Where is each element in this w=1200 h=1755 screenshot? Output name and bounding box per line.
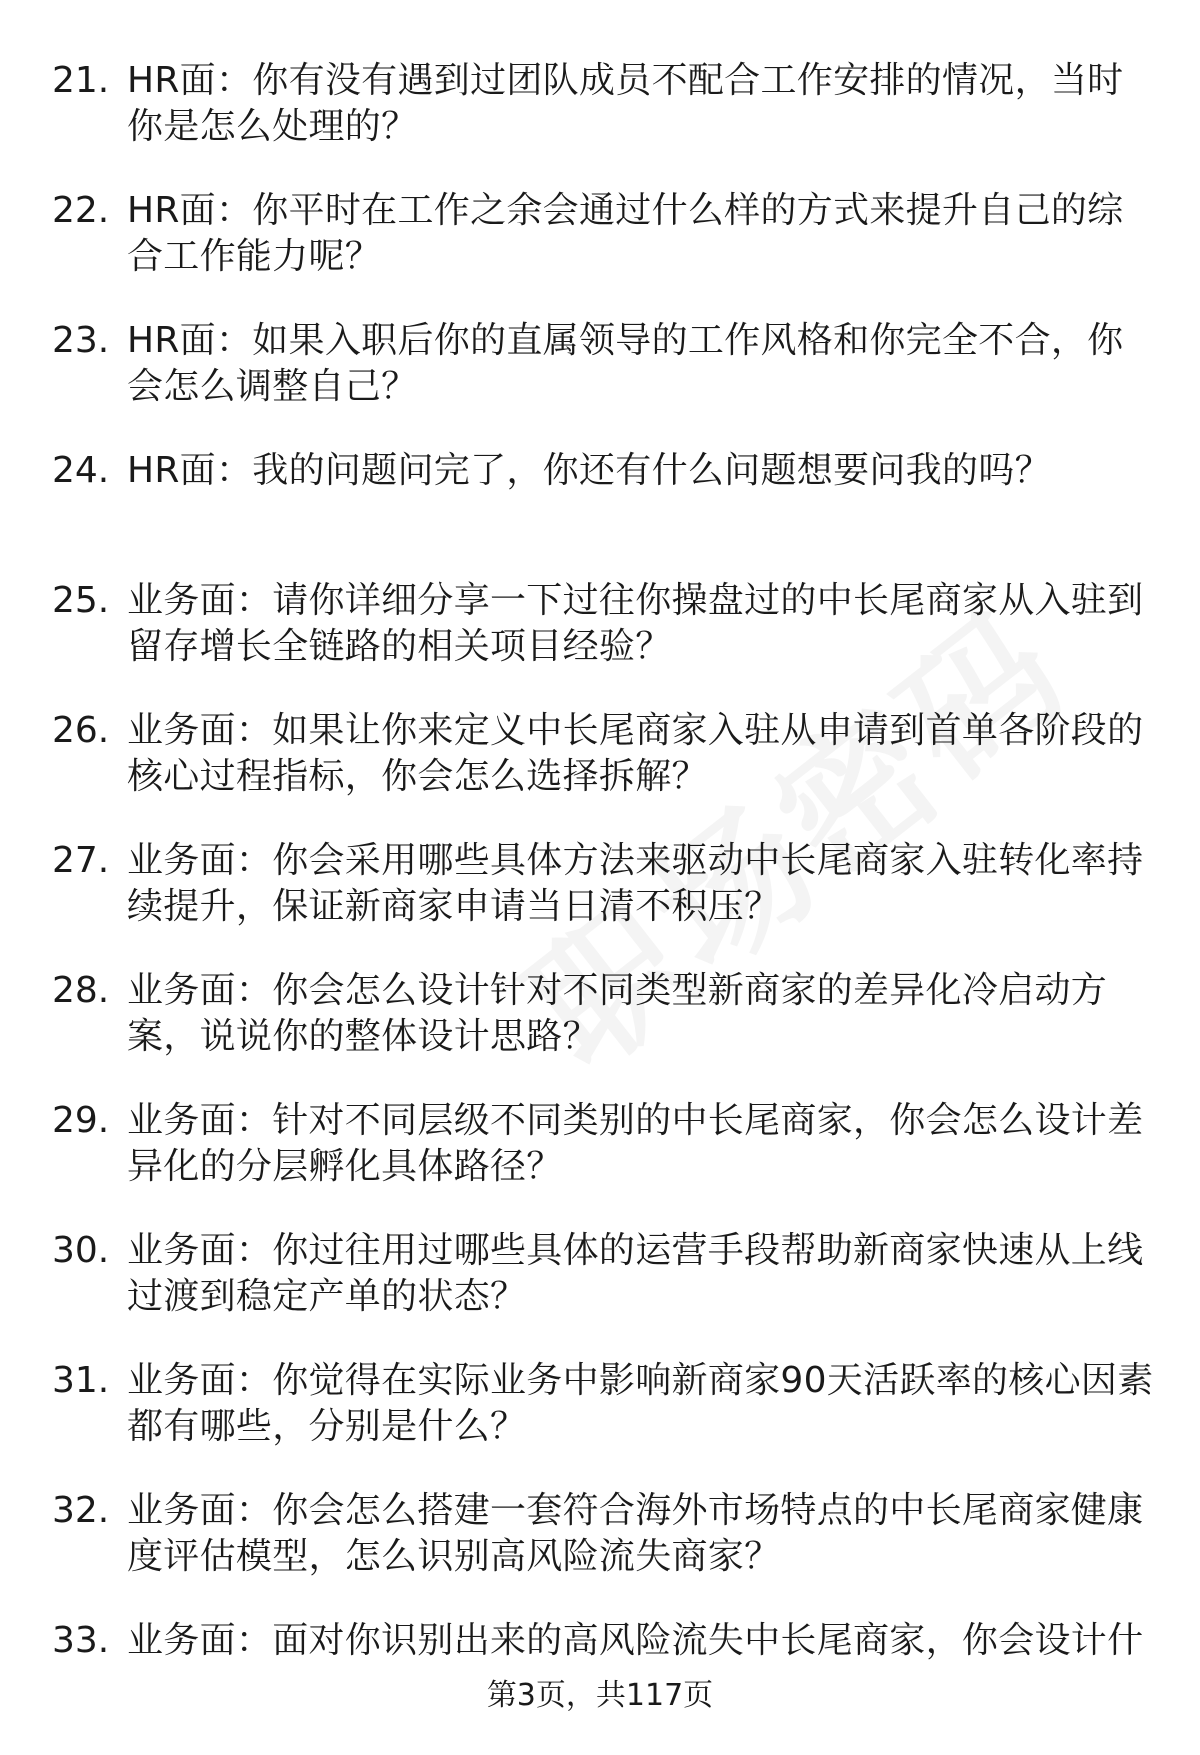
question-text: 业务面：面对你识别出来的高风险流失中长尾商家，你会设计什 [127,1620,1144,1661]
question-number: 30. [52,1230,110,1271]
question-text: HR面：我的问题问完了，你还有什么问题想要问我的吗？ [127,450,1051,491]
question-item [0,838,1200,968]
question-item [0,1098,1200,1228]
question-number: 21. [52,60,110,101]
question-text: 业务面：你会采用哪些具体方法来驱动中长尾商家入驻转化率持续提升，保证新商家申请当日清不积压？ [127,840,1144,927]
question-number: 33. [52,1620,110,1661]
question-number: 22. [52,190,110,231]
question-text: HR面：如果入职后你的直属领导的工作风格和你完全不合，你会怎么调整自己？ [127,320,1124,407]
question-list [0,58,1200,1748]
question-number: 28. [52,970,110,1011]
question-number: 23. [52,320,110,361]
question-text: HR面：你平时在工作之余会通过什么样的方式来提升自己的综合工作能力呢？ [127,190,1124,277]
question-item [0,578,1200,708]
question-number: 26. [52,710,110,751]
question-text: 业务面：如果让你来定义中长尾商家入驻从申请到首单各阶段的核心过程指标，你会怎么选择拆解？ [127,710,1144,797]
question-item [0,708,1200,838]
page-footer: 第3页，共117页 [486,1678,714,1713]
question-number: 24. [52,450,110,491]
question-text: HR面：你有没有遇到过团队成员不配合工作安排的情况，当时你是怎么处理的？ [127,60,1124,147]
question-item [0,1488,1200,1618]
question-item [0,1228,1200,1358]
question-number: 31. [52,1360,110,1401]
question-text: 业务面：针对不同层级不同类别的中长尾商家，你会怎么设计差异化的分层孵化具体路径？ [127,1100,1144,1187]
question-text: 业务面：你过往用过哪些具体的运营手段帮助新商家快速从上线过渡到稳定产单的状态？ [127,1230,1144,1317]
question-item [0,448,1200,578]
question-item [0,58,1200,188]
question-number: 27. [52,840,110,881]
question-number: 32. [52,1490,110,1531]
question-number: 25. [52,580,110,621]
question-item [0,188,1200,318]
question-number: 29. [52,1100,110,1141]
question-text: 业务面：请你详细分享一下过往你操盘过的中长尾商家从入驻到留存增长全链路的相关项目经验？ [127,580,1144,667]
question-item [0,1358,1200,1488]
question-text: 业务面：你觉得在实际业务中影响新商家90天活跃率的核心因素都有哪些，分别是什么？ [127,1360,1154,1447]
question-item [0,968,1200,1098]
question-item [0,318,1200,448]
question-text: 业务面：你会怎么搭建一套符合海外市场特点的中长尾商家健康度评估模型，怎么识别高风险流失商家？ [127,1490,1144,1577]
question-text: 业务面：你会怎么设计针对不同类型新商家的差异化冷启动方案，说说你的整体设计思路？ [127,970,1108,1057]
